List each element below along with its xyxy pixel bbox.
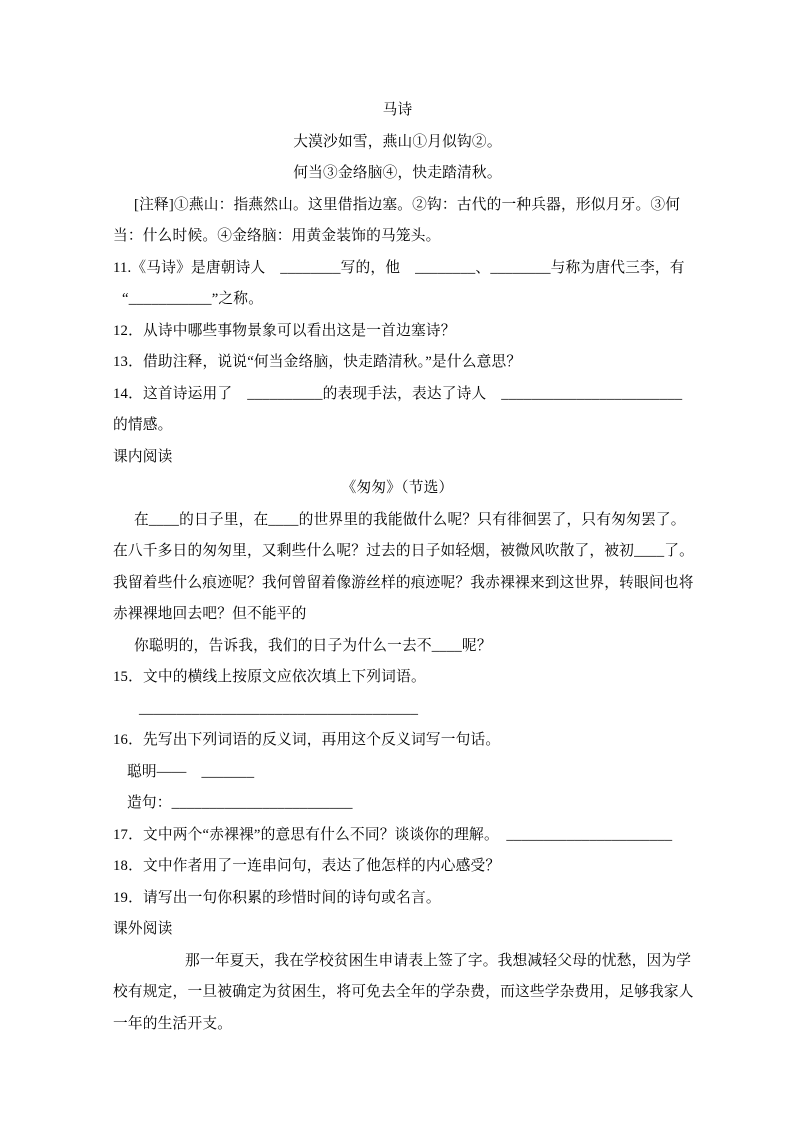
question-17: 17．文中两个“赤裸裸”的意思有什么不同？谈谈你的理解。 ______________________ (113, 826, 673, 843)
poem-verse-line-2: 何当③金络脑④，快走踏清秋。 (293, 165, 502, 181)
sentence-blank-line: 造句：________________________ (127, 795, 353, 811)
question-15: 15．文中的横线上按原文应依次填上下列词语。 (113, 669, 426, 685)
passage1-line-3: 我留着些什么痕迹呢？我何曾留着像游丝样的痕迹呢？我赤裸裸来到这世界，转眼间也将 (113, 574, 694, 591)
poem-notes-line-2: 当：什么时候。④金络脑：用黄金装饰的马笼头。 (113, 228, 441, 244)
passage-title: 《匆匆》（节选） (341, 480, 454, 496)
question-16: 16．先写出下列词语的反义词，再用这个反义词写一句话。 (113, 732, 501, 748)
passage1-line-2: 在八千多日的匆匆里，又剩些什么呢？过去的日子如轻烟，被微风吹散了，被初____了。 (113, 543, 695, 559)
section-label-extra-reading: 课外阅读 (113, 921, 173, 937)
passage2-line-3: 一年的生活开支。 (113, 1015, 233, 1032)
passage1-line-5: 你聪明的，告诉我，我们的日子为什么一去不____呢？ (134, 637, 492, 654)
poem-notes-line-1: [注释]①燕山：指燕然山。这里借指边塞。②钩：古代的一种兵器，形似月牙。③何 (134, 196, 681, 213)
passage1-line-1: 在____的日子里，在____的世界里的我能做什么呢？只有徘徊罢了，只有匆匆罢了。 (134, 511, 686, 528)
passage1-line-4: 赤裸裸地回去吧？但不能平的 (113, 606, 307, 622)
question-14-line-2: 的情感。 (113, 417, 173, 433)
antonym-blank-line: 聪明—— _______ (127, 763, 255, 780)
section-label-in-class-reading: 课内阅读 (113, 448, 173, 465)
question-13: 13．借助注释，说说“何当金络脑，快走踏清秋。”是什么意思？ (113, 354, 522, 370)
passage2-line-1: 那一年夏天，我在学校贫困生申请表上签了字。我想减轻父母的忧愁，因为学 (185, 952, 692, 969)
question-14-line-1: 14．这首诗运用了 __________的表现手法，表达了诗人 ________________________ (113, 385, 683, 402)
poem-title: 马诗 (382, 102, 413, 118)
passage2-line-2: 校有规定，一旦被确定为贫困生，将可免去全年的学杂费，而这些学杂费用，足够我家人 (113, 984, 694, 1000)
question-12: 12．从诗中哪些事物景象可以看出这是一首边塞诗？ (113, 322, 456, 339)
answer-blank-line: _____________________________________ (139, 700, 419, 717)
question-18: 18．文中作者用了一连串问句，表达了他怎样的内心感受？ (113, 858, 501, 874)
question-19: 19．请写出一句你积累的珍惜时间的诗句或名言。 (113, 889, 441, 906)
poem-verse-line-1: 大漠沙如雪，燕山①月似钩②。 (293, 133, 502, 150)
question-11-line-1: 11.《马诗》是唐朝诗人 ________写的，他 ________、________与称为唐代三李，有 (113, 259, 685, 276)
question-11-line-2: “___________”之称。 (122, 291, 264, 307)
